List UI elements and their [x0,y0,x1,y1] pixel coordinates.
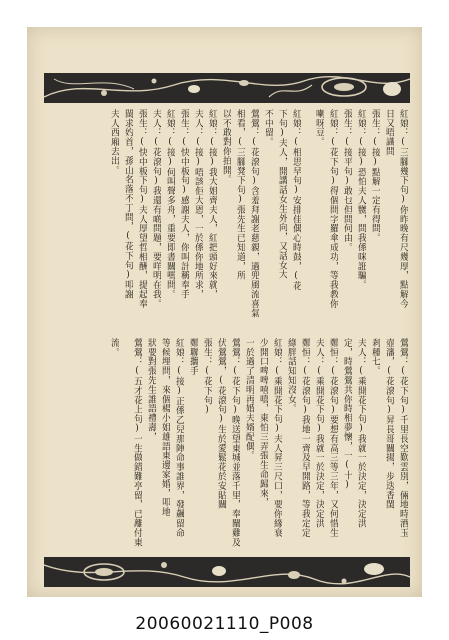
text-column: 夫人西廂去出。 [109,109,119,175]
text-column: 紅娘：(相思早句)安排佳偶心時鼓，(花 [291,109,301,291]
text-column: 紅娘：(乘開花下句)夫人昇三尺口，要你緣衰 [272,338,282,538]
text-column: 下句)夫人，開講話女生外向，又話女大 [277,109,287,280]
text-column: 鶯鶯：(花下句)千里長空歎雲別，倆地時酒玉 [398,338,408,538]
text-column: 閩求妁首，孫山名落不丁問，(花下句)叩謝 [123,109,133,299]
text-column: 張生：(花下句) [202,338,212,416]
text-column: 鄭聯攜手 [188,338,198,376]
text-column: 鶯鶯：(五才花上句)一生做錯難亭留，已離付東 [132,338,142,547]
ornamental-border-bottom [44,557,410,587]
text-column: 鶯鶯：(花滾句)含羞拜謝老慈親，過兜風流喜氣 [249,109,259,318]
floral-ornament-icon [44,557,410,587]
text-column: 日又唔識問 [384,109,394,156]
text-column: 夫人：(乘開花下句)我就一於決定，決定洪 [314,338,324,528]
ornamental-border-top [44,73,410,103]
text-column: 等候埋問，來個楊小姐雄語東邊家婚，叩地 [160,338,170,517]
text-column: 剎種七。 [370,338,380,376]
text-column: 不中留。 [263,109,273,147]
text-column: 以不敢對你拍開。 [221,109,231,185]
text-column: 張生：(接)點解一定有得問。 [370,109,380,243]
text-column: 夫人：(乘開花下句)我就一於決定，決定洪 [356,338,366,528]
floral-ornament-icon [44,73,410,103]
text-column: 伏鶯鶯，(花滾句)生於愛鬆花於安貼關 [216,338,226,510]
text-column: 張生：(快中板句)感謝夫人，你叫計稱奉手 [179,109,189,299]
text-column: 喇呀豆。 [314,109,324,147]
text-column: 流。 [109,338,119,357]
text-column: 狀要對張先生誰語禮壽， [146,338,156,442]
text-column: 相看，(三腳凳下句)張先生已知道，所 [235,109,245,281]
text-column: 紅娘：(接)我大姐齊夫人，紅把頭好來就， [207,109,217,299]
text-column: 紅娘：(接)恐怕夫人嬲，問我係咪誑騙。 [356,109,366,290]
text-column: 鶯鶯：(花下句)晚送望東城並落千里，奉闡雞及 [230,338,240,547]
text-column: 紅娘：(花下句)得個問字羅傘成功，等我教你 [328,109,338,309]
text-column: 紅娘：(接)何叫聲多舟，重要即書關嗎問。 [165,109,175,299]
text-column: 鄭恒：(花滾句)我地一齊及早開路，等我定定 [300,338,310,538]
text-column: 夫人：(花滾句)我還有啲問題，要咩明在我。 [151,109,161,309]
text-column: 綠胖話知知沒女。 [286,338,296,414]
text-column: 定，時鶯鶯共你時相夢懷，一(十) [342,338,352,491]
text-column: 少開口啤啤嘻嘻，東怕三弄張生命歸來， [258,338,268,508]
text-column: 壺瀋，(花滾句)昇長哥關揚，步迭香閨 [384,338,394,510]
text-column [304,109,310,319]
text-column: 紅娘：(三腳幾下句)你昨晚有尺幾厚，點解今 [398,109,408,309]
text-column: 張生：(快中板下句)夫人厚望哲相酬，提起奉 [137,109,147,309]
image-caption: 20060021110_P008 [135,614,314,634]
script-text-lower [46,338,408,550]
text-column: 夫人：(接)唔該佢大恩，一於係你地所求， [193,109,203,299]
text-column: 鄭恒：(花滾句)要想有高三等三年，又何惜生 [328,338,338,538]
text-column [122,338,128,550]
text-column: 一於過了清明再婚夫婿配偶。 [244,338,254,461]
text-column: 張生：(接平句)敢乜但問何由。 [342,109,352,252]
text-column: 紅娘：(接)正係乙兒那陣命事誰界，發飆留命 [174,338,184,538]
script-text-upper [46,109,408,319]
